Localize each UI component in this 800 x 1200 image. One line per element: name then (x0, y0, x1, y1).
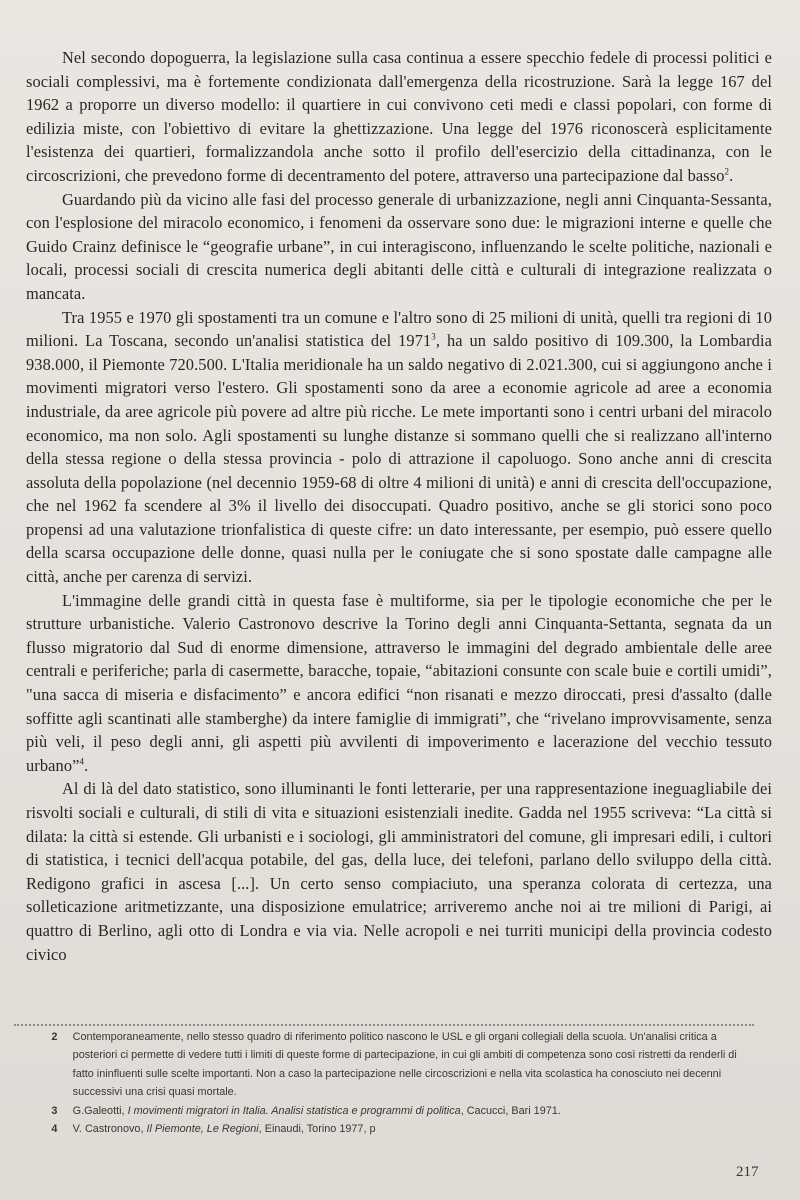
footnote-text: G.Galeotti, I movimenti migratori in Italia. Analisi statistica e programmi di politica, Cacucci, Bari 1971. (72, 1104, 561, 1117)
footnote-number: 4 (51, 1123, 58, 1136)
paragraph-3: Tra 1955 e 1970 gli spostamenti tra un comune e l'altro sono di 25 milioni di unità, quelli tra regioni di 10 milioni. La Toscana, secondo un'analisi statistica del 1971$^3$, ha un saldo positivo di 109.300, la Lombardia 938.000, il Piemonte 720.500. L'Italia meridionale ha un saldo negativo di 2.021.300, cui si aggiungono anche i movimenti migratori verso l'estero. Gli spostamenti sono da aree a economie agricole ad aree a economia industriale, da aree agricole più povere ad altre più ricche. Le mete importanti sono i centri urbani del miracolo economico, ma non solo. Agli spostamenti su lunghe distanze si sommano quelli che si realizzano all'interno della stessa regione o della stessa provincia - polo di attrazione il capoluogo. Sono anche anni di crescita assoluta della popolazione (nel decennio 1959-68 di oltre 4 milioni di unità) e anni di crescita dell'occupazione, che nel 1962 fa scendere al 3% il livello dei disoccupati. Quadro positivo, anche se gli storici sono poco propensi ad una valutazione trionfalistica di queste cifre: un dato interessante, per esempio, può essere quello della scarsa occupazione delle donne, quasi nulla per le coniugate che si sono spostate dalle campagne alle città, anche per carenza di servizi. (26, 307, 772, 587)
footnotes (30, 1028, 743, 1138)
paragraph-2: Guardando più da vicino alle fasi del processo generale di urbanizzazione, negli anni Cinquanta-Sessanta, con l'esplosione del miracolo economico, i fenomeni da osservare sono due: le migrazioni interne e quelle che Guido Crainz definisce le “geografie urbane”, in cui interagiscono, influenzando le scelte politiche, nazionali e locali, processi sociali di crescita numerica degli abitanti delle città e culturali di integrazione realizzata o mancata. (26, 189, 772, 303)
footnote-ref-4: 4 (79, 756, 85, 767)
paragraph-4: L'immagine delle grandi città in questa fase è multiforme, sia per le tipologie economiche che per le strutture urbanistiche. Valerio Castronovo descrive la Torino degli anni Cinquanta-Settanta, segnata da un flusso migratorio dal Sud di enorme dimensione, attraverso le immagini del degrado ambientale delle aree centrali e periferiche; parla di casermette, baracche, topaie, “abitazioni consunte con scale buie e cortili umidi”, "una sacca di miseria e disfacimento” e ancora edifici “non risanati e mezzo diroccati, presi d'assalto (dalle soffitte agli scantinati alle stamberghe) da intere famiglie di immigrati”, che “rivelano improvvisamente, senza più veli, il peso degli anni, gli aspetti più avvilenti di impoverimento e lacerazione del vecchio tessuto urbano”$^4$. (26, 590, 772, 775)
page-number: 217 (736, 1164, 759, 1180)
footnote-text: Contemporaneamente, nello stesso quadro di riferimento politico nascono le USL e gli organi collegiali della scuola. Un'analisi critica a posteriori ci permette di vedere tutti i limiti di queste forme di partecipazione, in cui gli ambiti di competenza sono così ristretti da renderli di fatto ininfluenti sulle scelte importanti. Non a caso la partecipazione nelle circoscrizioni e nella vita scolastica ha conosciuto nei decenni successivi una crisi quasi mortale. (72, 1031, 737, 1099)
paragraph-5: Al di là del dato statistico, sono illuminanti le fonti letterarie, per una rappresentazione ineguagliabile dei risvolti sociali e culturali, di stili di vita e situazioni esistenziali inedite. Gadda nel 1955 scriveva: “La città si dilata: la città si estende. Gli urbanisti e i sociologi, gli amministratori del comune, gli impresari edili, i cultori di statistica, i tecnici dell'acqua potabile, del gas, della luce, dei telefoni, parlano dello sviluppo della città. Redigono grafici in ascesa [...]. Un certo senso compiaciuto, una speranza colorata di certezza, una solleticazione aritmetizzante, una disposizione emulatrice; arriveremo anche noi ai tre milioni di Parigi, ai quattro di Berlino, agli otto di Londra e via via. Nelle acropoli e nei turriti municipi della provincia codesto civico (26, 779, 772, 964)
footnote-4 (30, 1120, 743, 1138)
footnote-ref-3: 3 (431, 331, 436, 342)
footnote-ref-2: 2 (724, 166, 730, 177)
footnote-text: V. Castronovo, Il Piemonte, Le Regioni, Einaudi, Torino 1977, p (72, 1123, 376, 1136)
footnote-3 (30, 1102, 743, 1120)
footnote-separator (14, 1024, 754, 1026)
footnote-2 (30, 1028, 743, 1102)
body-text (26, 46, 772, 966)
footnote-number: 3 (51, 1104, 58, 1117)
footnote-number: 2 (51, 1031, 58, 1043)
paragraph-1: Nel secondo dopoguerra, la legislazione sulla casa continua a essere specchio fedele di processi politici e sociali complessivi, ma è fortemente condizionata dall'emergenza della ricostruzione. Sarà la legge 167 del 1962 a proporre un diverso modello: il quartiere in cui convivono ceti medi e classi popolari, con forme di edilizia miste, con l'obiettivo di evitare la ghettizzazione. Una legge del 1976 riconoscerà esplicitamente l'esistenza dei quartieri, formalizzandola anche sotto il profilo dell'esercizio della cittadinanza, con le circoscrizioni, che prevedono forme di decentramento del potere, attraverso una partecipazione dal basso$^2$. (26, 48, 772, 185)
